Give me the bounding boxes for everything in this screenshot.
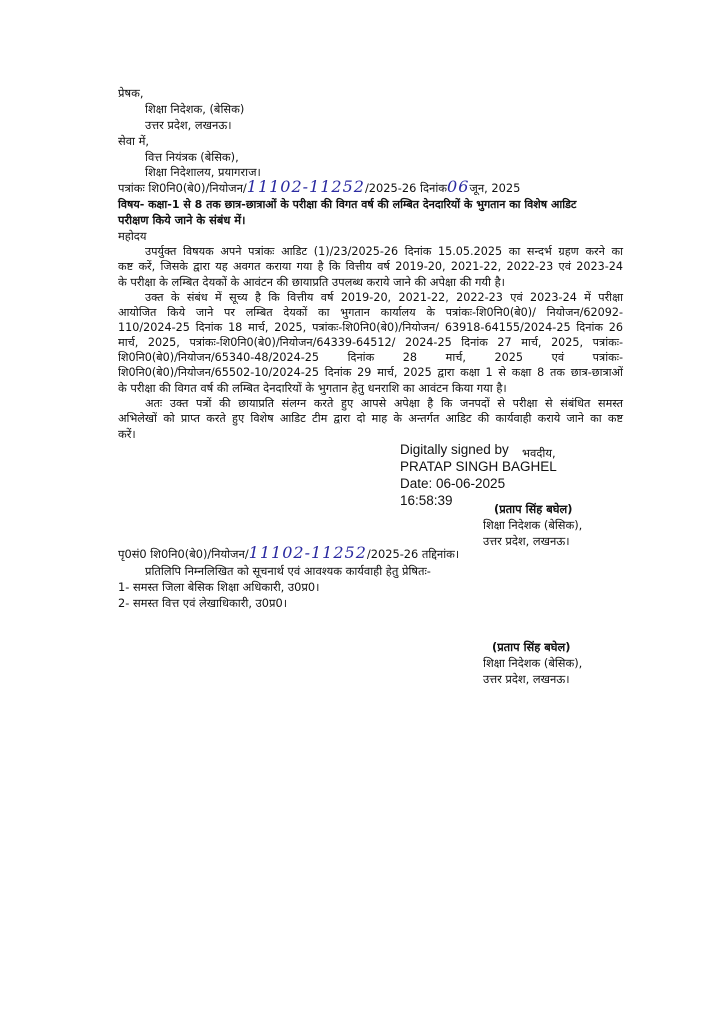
signatory2-place: उत्तर प्रदेश, लखनऊ। [483,672,570,686]
signatory-designation: शिक्षा निदेशक (बेसिक), [483,518,583,532]
para2-line: उक्त के संबंध में सूच्य है कि वित्तीय वर्ष 2019-20, 2021-22, 2022-23 एवं 2023-24 में परीक्षा [145,291,623,304]
digital-signer-name: PRATAP SINGH BAGHEL [400,459,557,474]
signatory2-designation: शिक्षा निदेशक (बेसिक), [483,656,583,670]
para2-line: शि0नि0(बे0)/नियोजन/65340-48/2024-25 दिनांक 28 मार्च, 2025 एवं पत्रांकः- [118,351,623,364]
endorsement-item: 2- समस्त वित्त एवं लेखाधिकारी, उ0प्र0। [118,596,288,610]
reference-line [118,177,521,196]
closing-bhavdiy: भवदीय, [522,446,556,460]
ref-handwritten-day: 06 [447,177,470,196]
para3-line: करें। [118,427,136,441]
sender-name: शिक्षा निदेशक, (बेसिक) [145,102,245,116]
ref-prefix: पत्रांकः शि0नि0(बे0)/नियोजन/ [118,181,247,195]
digital-signed-by: Digitally signed by [400,442,509,457]
para3-line: अतः उक्त पत्रों की छायाप्रति संलग्न करते हुए आपसे अपेक्षा है कि जनपदों से परीक्षा से संबंधित समस्त [145,397,623,410]
para1-line: उपर्युक्त विषयक अपने पत्रांकः आडिट (1)/23/2025-26 दिनांक 15.05.2025 का सन्दर्भ ग्रहण करने का [145,245,623,258]
sender-label: प्रेषक, [118,86,144,100]
para2-line: आयोजित किये जाने पर लम्बित देयकों का भुगतान कार्यालय के पत्रांकः-शि0नि0(बे0)/ नियोजन/62092- [118,306,623,319]
to-label: सेवा में, [118,134,150,148]
digital-date: Date: 06-06-2025 [400,476,506,491]
subject-line-1: विषय- कक्षा-1 से 8 तक छात्र-छात्राओं के परीक्षा की विगत वर्ष की लम्बित देनदारियों के भुगतान का विशेष आडिट [118,198,577,211]
para1-line: कष्ट करें, जिसके द्वारा यह अवगत कराया गया है कि वित्तीय वर्ष 2019-20, 2021-22, 2022-23 एवं 2023-24 [118,260,623,273]
endorsement-handwritten-number: 11102-11252 [248,543,367,562]
endorsement-line [118,543,460,562]
endorsement-suffix: /2025-26 तद्दिनांक। [366,547,460,561]
signatory-place: उत्तर प्रदेश, लखनऊ। [483,534,570,548]
para2-line: के परीक्षा की विगत वर्ष की लम्बित देनदारियों के भुगतान हेतु धनराशि का आवंटन किया गया है। [118,381,507,395]
para1-line: के परीक्षा के लम्बित देयकों के आवंटन की छायाप्रति उपलब्ध कराये जाने की अपेक्षा की गयी है। [118,275,505,289]
para2-line: मार्च, 2025, पत्रांकः-शि0नि0(बे0)/नियोजन/64339-64512/ 2024-25 दिनांक 27 मार्च, 2025, पत्रांकः- [118,336,623,349]
endorsement-item: 1- समस्त जिला बेसिक शिक्षा अधिकारी, उ0प्र0। [118,580,320,594]
endorsement-intro: प्रतिलिपि निम्नलिखित को सूचनार्थ एवं आवश्यक कार्यवाही हेतु प्रेषितः- [145,564,431,578]
sender-place: उत्तर प्रदेश, लखनऊ। [145,118,232,132]
to-name: वित्त नियंत्रक (बेसिक), [145,150,239,164]
digital-time: 16:58:39 [400,493,453,508]
para3-line: अभिलेखों को प्राप्त करते हुए विशेष आडिट टीम द्वारा दो माह के अन्तर्गत आडिट की कार्यवाही कराये जाने का कष्ट [118,412,623,425]
para2-line: 110/2024-25 दिनांक 18 मार्च, 2025, पत्रांकः-शि0नि0(बे0)/नियोजन/ 63918-64155/2024-25 दिनांक 26 [118,321,623,334]
subject-line-2: परीक्षण किये जाने के संबंध में। [118,213,246,227]
ref-handwritten-number: 11102-11252 [246,177,365,196]
endorsement-prefix: पृ0सं0 शि0नि0(बे0)/नियोजन/ [118,547,249,561]
to-office: शिक्षा निदेशालय, प्रयागराज। [145,165,261,179]
signatory2-name: (प्रताप सिंह बघेल) [492,640,571,654]
ref-middle: /2025-26 दिनांक [364,181,448,195]
salutation: महोदय [118,229,147,243]
para2-line: शि0नि0(बे0)/नियोजन/65502-10/2024-25 दिनांक 29 मार्च, 2025 द्वारा कक्षा 1 से कक्षा 8 तक छात्र-छात्राओं [118,366,623,379]
ref-suffix: जून, 2025 [469,181,521,195]
signatory-name: (प्रताप सिंह बघेल) [494,502,573,516]
